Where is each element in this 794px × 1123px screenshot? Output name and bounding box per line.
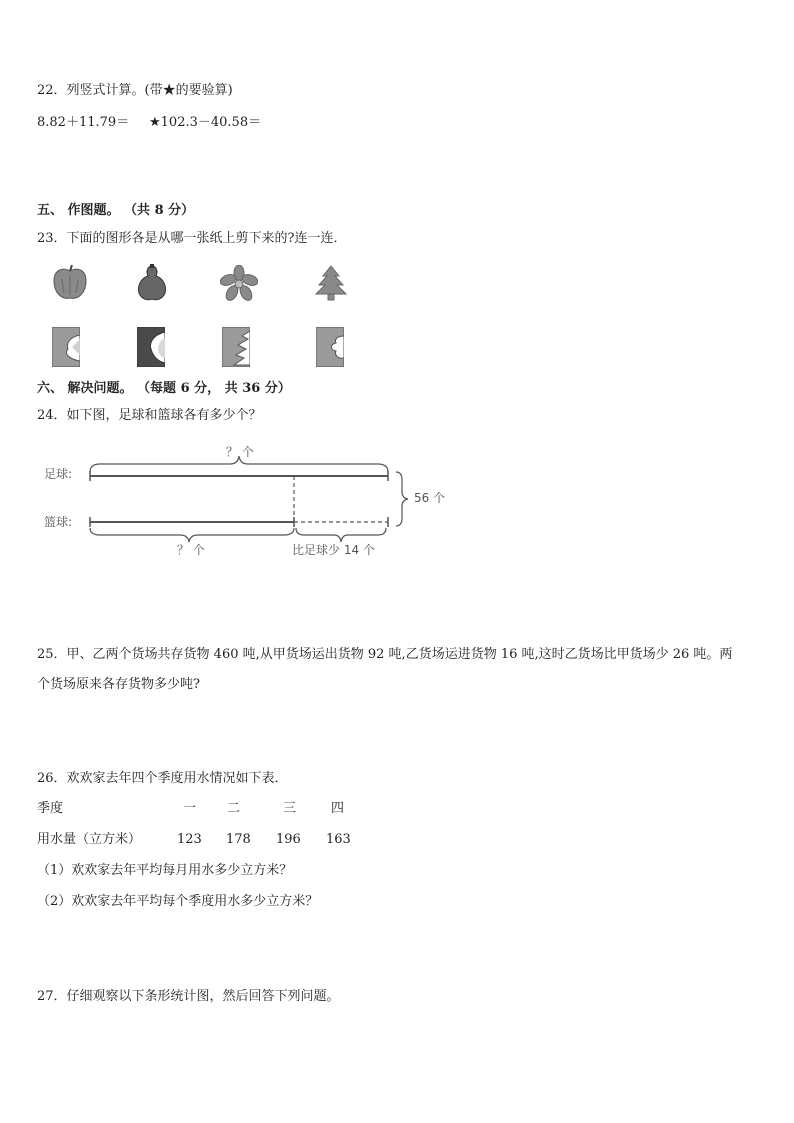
difference-label: 比足球少 14 个	[292, 543, 375, 557]
paper-flower-cut-icon	[316, 327, 344, 367]
table-value-4: 163	[326, 832, 351, 847]
flower-icon	[220, 265, 258, 301]
table-quarter-3: 三	[283, 801, 297, 816]
line-segment-diagram	[40, 440, 460, 565]
difference-brace	[296, 528, 386, 542]
q25-line2: 个货场原来各存货物多少吨?	[37, 677, 200, 692]
basketball-label: 篮球:	[44, 515, 73, 529]
table-quarter-2: 二	[227, 801, 241, 816]
q22-expr1: 8.82＋11.79＝	[37, 115, 130, 130]
table-quarter-1: 一	[183, 801, 197, 816]
table-value-2: 178	[226, 832, 251, 847]
q27-title: 27．仔细观察以下条形统计图，然后回答下列问题。	[37, 989, 340, 1004]
top-brace-label: ？ 个	[226, 445, 254, 459]
paper-zigzag-cut-icon	[222, 327, 250, 367]
table-value-3: 196	[276, 832, 301, 847]
q24-title: 24．如下图，足球和篮球各有多少个？	[37, 408, 262, 423]
table-header-label: 季度	[37, 801, 64, 816]
tree-icon	[314, 265, 348, 301]
q26-title: 26．欢欢家去年四个季度用水情况如下表．	[37, 771, 288, 786]
q22-title: 22．列竖式计算。(带★的要验算)	[37, 83, 233, 98]
section5-title: 五、 作图题。 （共 8 分）	[37, 203, 195, 218]
q23-title: 23．下面的图形各是从哪一张纸上剪下来的?连一连．	[37, 231, 347, 246]
gourd-icon	[135, 264, 169, 302]
q25-line1: 25．甲、乙两个货场共存货物 460 吨,从甲货场运出货物 92 吨,乙货场运进货物 16 吨,这时乙货场比甲货场少 26 吨。两	[37, 647, 733, 662]
table-quarter-4: 四	[331, 801, 345, 816]
football-label: 足球:	[44, 467, 73, 481]
total-label: 56 个	[414, 491, 446, 505]
apple-icon	[50, 265, 90, 301]
q22-expr2: ★102.3－40.58＝	[149, 115, 262, 130]
section6-title: 六、 解决问题。 （每题 6 分， 共 36 分）	[37, 381, 291, 396]
q26-sub1: （1）欢欢家去年平均每月用水多少立方米？	[37, 863, 293, 878]
table-row-label: 用水量（立方米）	[37, 832, 142, 847]
bottom-brace-label: ？ 个	[177, 543, 205, 557]
total-brace	[396, 472, 408, 526]
table-value-1: 123	[177, 832, 202, 847]
paper-moon-cut-icon	[137, 327, 165, 367]
q26-sub2: （2）欢欢家去年平均每个季度用水多少立方米？	[37, 894, 319, 909]
paper-leaf-cut-icon	[52, 327, 80, 367]
bottom-brace	[90, 528, 294, 542]
